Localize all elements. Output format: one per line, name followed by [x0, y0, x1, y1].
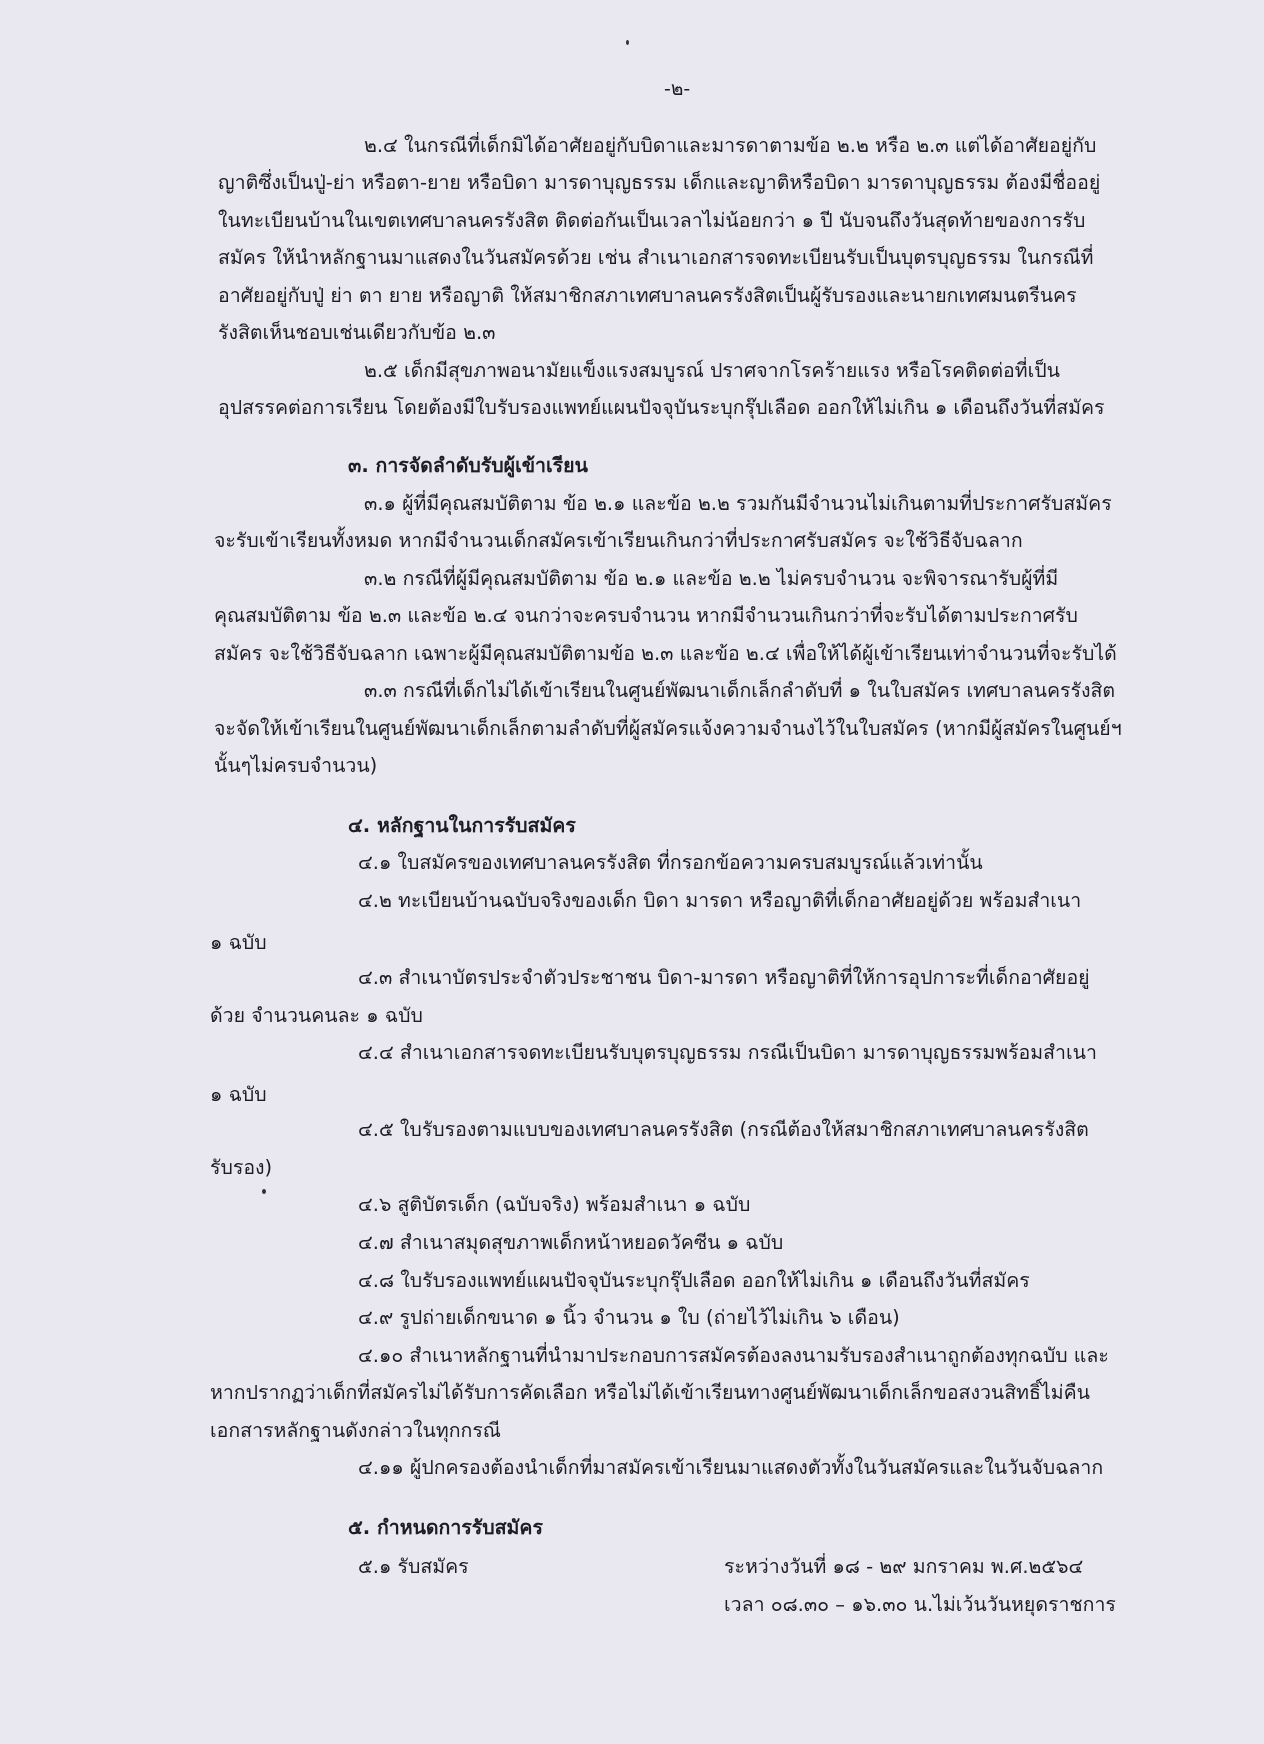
text-line: ญาติซึ่งเป็นปู่-ย่า หรือตา-ยาย หรือบิดา มารดาบุญธรรม เด็กและญาติหรือบิดา มารดาบุญธรรม ต้องมีชื่ออยู่ [218, 171, 1101, 194]
list-item: ๔.๑๐ สำเนาหลักฐานที่นำมาประกอบการสมัครต้องลงนามรับรองสำเนาถูกต้องทุกฉบับ และ [358, 1344, 1109, 1367]
registration-time: เวลา ๐๘.๓๐ – ๑๖.๓๐ น.ไม่เว้นวันหยุดราชการ [724, 1593, 1116, 1616]
list-item: ๔.๙ รูปถ่ายเด็กขนาด ๑ นิ้ว จำนวน ๑ ใบ (ถ่ายไว้ไม่เกิน ๖ เดือน) [358, 1306, 900, 1329]
list-item-continuation: เอกสารหลักฐานดังกล่าวในทุกกรณี [210, 1419, 501, 1442]
list-item-continuation: ๑ ฉบับ [210, 1083, 267, 1106]
section-heading: ๓. การจัดลำดับรับผู้เข้าเรียน [348, 454, 588, 477]
section-heading: ๔. หลักฐานในการรับสมัคร [348, 814, 576, 837]
text-line: อาศัยอยู่กับปู่ ย่า ตา ยาย หรือญาติ ให้สมาชิกสภาเทศบาลนครรังสิตเป็นผู้รับรองและนายกเทศมนตรีนคร [218, 284, 1077, 307]
list-item-continuation: ๑ ฉบับ [210, 931, 267, 954]
list-item-continuation: ด้วย จำนวนคนละ ๑ ฉบับ [210, 1004, 423, 1027]
text-line: ในทะเบียนบ้านในเขตเทศบาลนครรังสิต ติดต่อกันเป็นเวลาไม่น้อยกว่า ๑ ปี นับจนถึงวันสุดท้ายของการรับ [218, 209, 1086, 232]
text-line: สมัคร ให้นำหลักฐานมาแสดงในวันสมัครด้วย เช่น สำเนาเอกสารจดทะเบียนรับเป็นบุตรบุญธรรม ในกรณีที่ [218, 246, 1094, 269]
scan-speck [626, 40, 629, 45]
text-line: จะจัดให้เข้าเรียนในศูนย์พัฒนาเด็กเล็กตามลำดับที่ผู้สมัครแจ้งความจำนงไว้ในใบสมัคร (หากมีผู้สมัครในศูนย์ฯ [214, 717, 1122, 740]
text-line: ๒.๔ ในกรณีที่เด็กมิได้อาศัยอยู่กับบิดาและมารดาตามข้อ ๒.๒ หรือ ๒.๓ แต่ได้อาศัยอยู่กับ [364, 134, 1097, 157]
list-item-continuation: รับรอง) [210, 1156, 273, 1179]
registration-label: ๕.๑ รับสมัคร [358, 1555, 469, 1578]
page-number: -๒- [664, 78, 691, 100]
list-item: ๔.๗ สำเนาสมุดสุขภาพเด็กหน้าหยอดวัคซีน ๑ ฉบับ [358, 1231, 784, 1254]
list-item: ๔.๒ ทะเบียนบ้านฉบับจริงของเด็ก บิดา มารดา หรือญาติที่เด็กอาศัยอยู่ด้วย พร้อมสำเนา [358, 889, 1082, 912]
text-line: สมัคร จะใช้วิธีจับฉลาก เฉพาะผู้มีคุณสมบัติตามข้อ ๒.๓ และข้อ ๒.๔ เพื่อให้ได้ผู้เข้าเรียนเท่าจำนวนที่จะรับได้ [214, 642, 1117, 665]
text-line: นั้นๆไม่ครบจำนวน) [214, 754, 378, 777]
text-line: รังสิตเห็นชอบเช่นเดียวกับข้อ ๒.๓ [218, 321, 496, 344]
text-line: จะรับเข้าเรียนทั้งหมด หากมีจำนวนเด็กสมัครเข้าเรียนเกินกว่าที่ประกาศรับสมัคร จะใช้วิธีจับฉลาก [214, 529, 1023, 552]
text-line: ๓.๒ กรณีที่ผู้มีคุณสมบัติตาม ข้อ ๒.๑ และข้อ ๒.๒ ไม่ครบจำนวน จะพิจารณารับผู้ที่มี [364, 567, 1059, 590]
list-item: ๔.๔ สำเนาเอกสารจดทะเบียนรับบุตรบุญธรรม กรณีเป็นบิดา มารดาบุญธรรมพร้อมสำเนา [358, 1041, 1097, 1064]
list-item-continuation: หากปรากฏว่าเด็กที่สมัครไม่ได้รับการคัดเลือก หรือไม่ได้เข้าเรียนทางศูนย์พัฒนาเด็กเล็กขอสงวนสิทธิ์ไม่คืน [210, 1381, 1090, 1404]
section-heading: ๕. กำหนดการรับสมัคร [348, 1516, 543, 1539]
registration-dates: ระหว่างวันที่ ๑๘ - ๒๙ มกราคม พ.ศ.๒๕๖๔ [724, 1555, 1084, 1578]
list-item: ๔.๘ ใบรับรองแพทย์แผนปัจจุบันระบุกรุ๊ปเลือด ออกให้ไม่เกิน ๑ เดือนถึงวันที่สมัคร [358, 1269, 1030, 1292]
text-line: ๒.๕ เด็กมีสุขภาพอนามัยแข็งแรงสมบูรณ์ ปราศจากโรคร้ายแรง หรือโรคติดต่อที่เป็น [364, 359, 1060, 382]
scan-speck [262, 1189, 266, 1194]
list-item: ๔.๖ สูติบัตรเด็ก (ฉบับจริง) พร้อมสำเนา ๑ ฉบับ [358, 1193, 751, 1216]
text-line: อุปสรรคต่อการเรียน โดยต้องมีใบรับรองแพทย์แผนปัจจุบันระบุกรุ๊ปเลือด ออกให้ไม่เกิน ๑ เดือนถึงวันที่สมัคร [218, 396, 1105, 419]
list-item: ๔.๑๑ ผู้ปกครองต้องนำเด็กที่มาสมัครเข้าเรียนมาแสดงตัวทั้งในวันสมัครและในวันจับฉลาก [358, 1456, 1104, 1479]
list-item: ๔.๑ ใบสมัครของเทศบาลนครรังสิต ที่กรอกข้อความครบสมบูรณ์แล้วเท่านั้น [358, 851, 983, 874]
text-line: ๓.๑ ผู้ที่มีคุณสมบัติตาม ข้อ ๒.๑ และข้อ ๒.๒ รวมกันมีจำนวนไม่เกินตามที่ประกาศรับสมัคร [364, 492, 1112, 515]
text-line: คุณสมบัติตาม ข้อ ๒.๓ และข้อ ๒.๔ จนกว่าจะครบจำนวน หากมีจำนวนเกินกว่าที่จะรับได้ตามประกาศรับ [214, 604, 1078, 627]
text-line: ๓.๓ กรณีที่เด็กไม่ได้เข้าเรียนในศูนย์พัฒนาเด็กเล็กลำดับที่ ๑ ในใบสมัคร เทศบาลนครรังสิต [364, 679, 1116, 702]
list-item: ๔.๕ ใบรับรองตามแบบของเทศบาลนครรังสิต (กรณีต้องให้สมาชิกสภาเทศบาลนครรังสิต [358, 1118, 1089, 1141]
list-item: ๔.๓ สำเนาบัตรประจำตัวประชาชน บิดา-มารดา หรือญาติที่ให้การอุปการะที่เด็กอาศัยอยู่ [358, 966, 1090, 989]
